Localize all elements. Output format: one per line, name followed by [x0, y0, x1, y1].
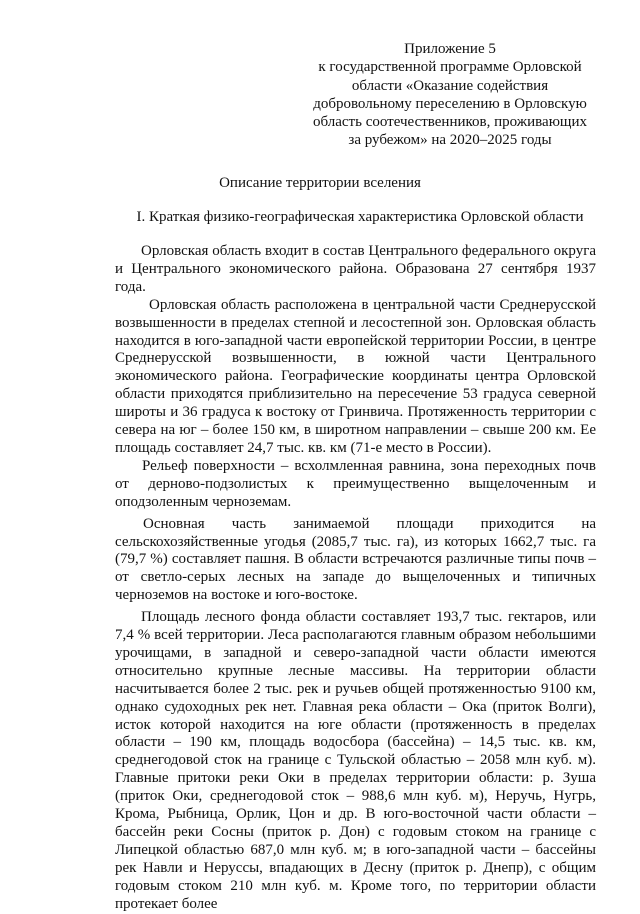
paragraph-formation: Орловская область входит в состав Центрального федерального округа и Центрального экономического района. Образована 27 сентября 1937 года.: [115, 243, 596, 295]
appendix-line: область соотечественников, проживающих: [312, 114, 587, 131]
paragraph-forest-rivers: Площадь лесного фонда области составляет 193,7 тыс. гектаров, или 7,4 % всей территории. Леса располагаются главным образом небольшими урочищами, в западной и северо-западной части области имеются относительно крупные лесные массивы. На территории области насчитывается более 2 тыс. рек и ручьев общей протяженностью 9100 км, однако судоходных рек нет. Главная река области – Ока (приток Волги), исток которой находится на юге области (протяженность в пределах области – 190 км, площадь водосбора (бассейна) – 14,5 тыс. кв. км, среднегодовой сток на границе с Тульской областью – 2058 млн куб. м). Главные притоки реки Оки в пределах территории области: р. Зуша (приток Оки, среднегодовой сток – 988,6 млн куб. м), Неручь, Нугрь, Крома, Рыбница, Орлик, Цон и др. В юго-восточной части области – бассейн реки Сосны (приток р. Дон) с годовым стоком на границе с Липецкой областью 687,0 млн куб. м; в юго-западной части – бассейны рек Навли и Неруссы, впадающих в Десну (приток р. Днепр), с общим годовым стоком 210 млн куб. м. Кроме того, по территории области протекает более: [115, 609, 596, 912]
paragraph-relief: Рельеф поверхности – всхолмленная равнина, зона переходных почв от дерново-подзолистых к преимущественно выщелоченным и оподзоленным черноземам.: [115, 457, 596, 510]
paragraph-land: Основная часть занимаемой площади приходится на сельскохозяйственные угодья (2085,7 тыс. га), из которых 1662,7 тыс. га (79,7 %) составляет пашня. В области встречаются различные типы почв – от светло-серых лесных на западе до выщелоченных и типичных черноземов на востоке и юго-востоке.: [115, 515, 596, 604]
appendix-line: добровольному переселению в Орловскую: [313, 95, 587, 112]
document-title: Описание территории вселения: [219, 175, 421, 191]
document-body: [115, 243, 596, 914]
appendix-line: к государственной программе Орловской: [318, 59, 582, 76]
appendix-line: области «Оказание содействия: [351, 77, 549, 94]
appendix-block: [300, 40, 600, 150]
section-heading: I. Краткая физико-географическая характеристика Орловской области: [136, 209, 584, 225]
appendix-line: Приложение 5: [404, 41, 496, 57]
paragraph-location: Орловская область расположена в центральной части Среднерусской возвышенности в пределах степной и лесостепной зон. Орловская область находится в юго-западной части европейской территории России, в центре Среднерусской возвышенности, в южной части Центрального экономического района. Географические координаты центра Орловской области приходятся приблизительно на пересечение 53 градуса северной широты и 36 градуса к востоку от Гринвича. Протяженность территории с севера на юг – более 150 км, в широтном направлении – свыше 200 км. Ее площадь составляет 24,7 тыс. кв. км (71-е место в России).: [115, 296, 596, 456]
appendix-line: за рубежом» на 2020–2025 годы: [348, 132, 552, 149]
